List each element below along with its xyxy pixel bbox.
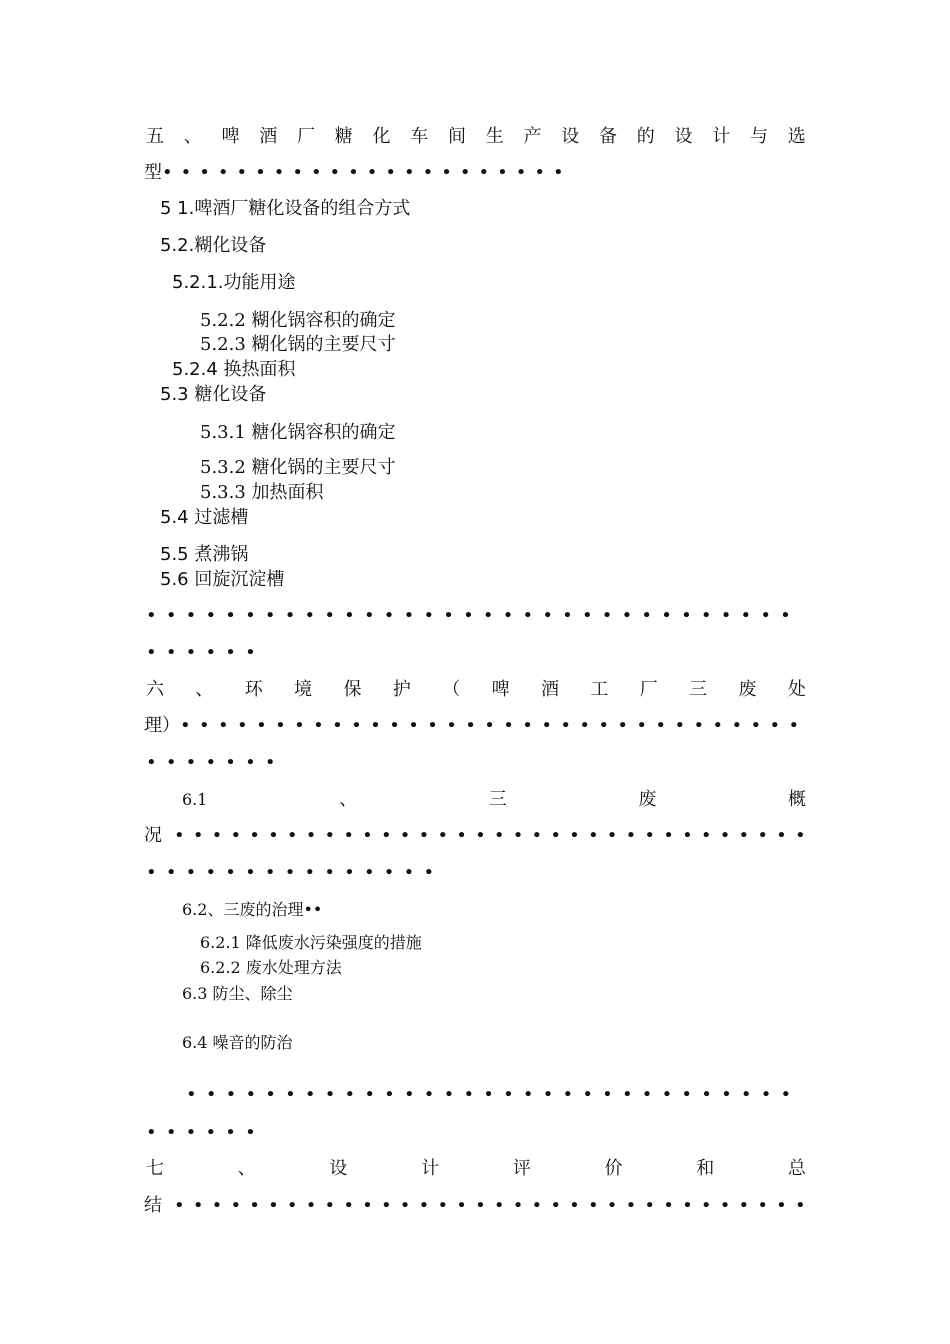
toc-char: 间: [448, 126, 466, 147]
toc-char: 化: [372, 126, 391, 147]
toc-char: 保: [343, 679, 362, 700]
toc-char: 车: [410, 126, 429, 147]
leader-dots: ••••••: [146, 1122, 265, 1143]
leader-dots: ••••••••••••••••••••••••••••••••••: [174, 825, 814, 846]
leader-dots: ••••••••••••••••••••••••••••••••••: [174, 1195, 814, 1216]
toc-chapter-5[interactable]: [146, 125, 806, 149]
toc-item-5-3-2[interactable]: 5.3.2 糖化锅的主要尺寸: [200, 457, 396, 478]
toc-item-5-3-3[interactable]: 5.3.3 加热面积: [200, 482, 324, 503]
toc-char: 五: [146, 126, 164, 147]
toc-char: 的: [636, 126, 655, 147]
toc-item-5-4[interactable]: 5.4 过滤槽: [160, 507, 249, 528]
toc-char: 和: [696, 1158, 715, 1179]
toc-chapter-7-tail: [144, 1194, 814, 1218]
toc-char: 废: [638, 789, 657, 810]
toc-tail: 理）: [144, 715, 180, 736]
toc-char: 产: [523, 126, 542, 147]
toc-item-5-2[interactable]: 5.2.糊化设备: [160, 235, 267, 256]
toc-item-6-4[interactable]: 6.4 噪音的防治: [182, 1033, 293, 1052]
toc-item-5-2-2[interactable]: 5.2.2 糊化锅容积的确定: [200, 310, 396, 331]
toc-item-5-2-3[interactable]: 5.2.3 糊化锅的主要尺寸: [200, 334, 396, 355]
toc-char: 啤: [491, 679, 510, 700]
toc-char: 七: [146, 1158, 164, 1179]
toc-item-6-1[interactable]: [182, 788, 806, 812]
toc-item-6-2-1[interactable]: 6.2.1 降低废水污染强度的措施: [200, 933, 422, 952]
toc-char: 酒: [259, 126, 278, 147]
leader-dots: •••••••••••••••: [146, 862, 444, 883]
toc-char: 概: [787, 789, 806, 810]
toc-tail: 结: [144, 1195, 162, 1216]
toc-item-6-3[interactable]: 6.3 防尘、除尘: [182, 984, 293, 1003]
toc-char: （: [442, 679, 461, 700]
toc-char: 生: [485, 126, 504, 147]
toc-char: 设: [561, 126, 580, 147]
toc-char: 六: [146, 679, 164, 700]
toc-item-5-3[interactable]: 5.3 糖化设备: [160, 384, 267, 405]
toc-char: 工: [590, 679, 609, 700]
toc-char: 厂: [639, 679, 658, 700]
toc-chapter-6[interactable]: [146, 678, 806, 702]
toc-char: 计: [421, 1158, 440, 1179]
toc-char: 、: [195, 679, 214, 700]
toc-char: 评: [512, 1158, 531, 1179]
toc-char: 废: [738, 679, 757, 700]
toc-char: 环: [244, 679, 263, 700]
leader-dots: •••••••••••••••••••••••••••••••••: [146, 605, 800, 626]
toc-char: 设: [674, 126, 693, 147]
toc-chapter-5-tail: [144, 161, 572, 185]
toc-char: 价: [604, 1158, 623, 1179]
toc-char: 与: [750, 126, 768, 147]
toc-char: 啤: [221, 126, 240, 147]
toc-char: 备: [599, 126, 617, 147]
leader-dots: •••••••: [146, 752, 285, 773]
toc-tail: 况: [144, 825, 162, 846]
leader-dots: ••••••••••••••••••••••: [162, 162, 572, 183]
toc-char: 境: [294, 679, 313, 700]
toc-item-5-5[interactable]: 5.5 煮沸锅: [160, 544, 249, 565]
toc-item-5-1[interactable]: 5 1.啤酒厂糖化设备的组合方式: [160, 198, 411, 219]
toc-char: 总: [787, 1158, 806, 1179]
toc-char: 厂: [297, 126, 315, 147]
toc-char: 酒: [541, 679, 559, 700]
toc-char: 选: [787, 126, 806, 147]
toc-char: 6.1: [182, 790, 208, 809]
toc-char: 三: [689, 679, 708, 700]
toc-char: 糖: [334, 126, 353, 147]
toc-tail: 型: [144, 162, 162, 183]
toc-char: 设: [329, 1158, 348, 1179]
toc-item-5-6[interactable]: 5.6 回旋沉淀槽: [160, 569, 285, 590]
toc-item-6-2-2[interactable]: 6.2.2 废水处理方法: [200, 958, 342, 977]
toc-item-5-2-4[interactable]: 5.2.4 换热面积: [172, 359, 296, 380]
toc-char: 计: [712, 126, 731, 147]
toc-item-6-1-tail: [144, 824, 814, 848]
toc-item-5-2-1[interactable]: 5.2.1.功能用途: [172, 272, 296, 293]
toc-char: 处: [787, 679, 806, 700]
toc-chapter-6-tail: [144, 714, 808, 738]
leader-dots: •••••••••••••••••••••••••••••••••: [180, 715, 808, 736]
toc-char: 三: [488, 789, 507, 810]
toc-char: 、: [339, 789, 358, 810]
toc-char: 、: [183, 126, 202, 147]
toc-char: 、: [237, 1158, 256, 1179]
toc-item-5-3-1[interactable]: 5.3.1 糖化锅容积的确定: [200, 422, 396, 443]
toc-item-6-2[interactable]: 6.2、三废的治理••: [182, 900, 323, 919]
toc-char: 护: [392, 679, 411, 700]
leader-dots: ••••••: [146, 642, 265, 663]
toc-chapter-7[interactable]: [146, 1157, 806, 1181]
leader-dots: •••••••••••••••••••••••••••••••: [186, 1084, 801, 1105]
